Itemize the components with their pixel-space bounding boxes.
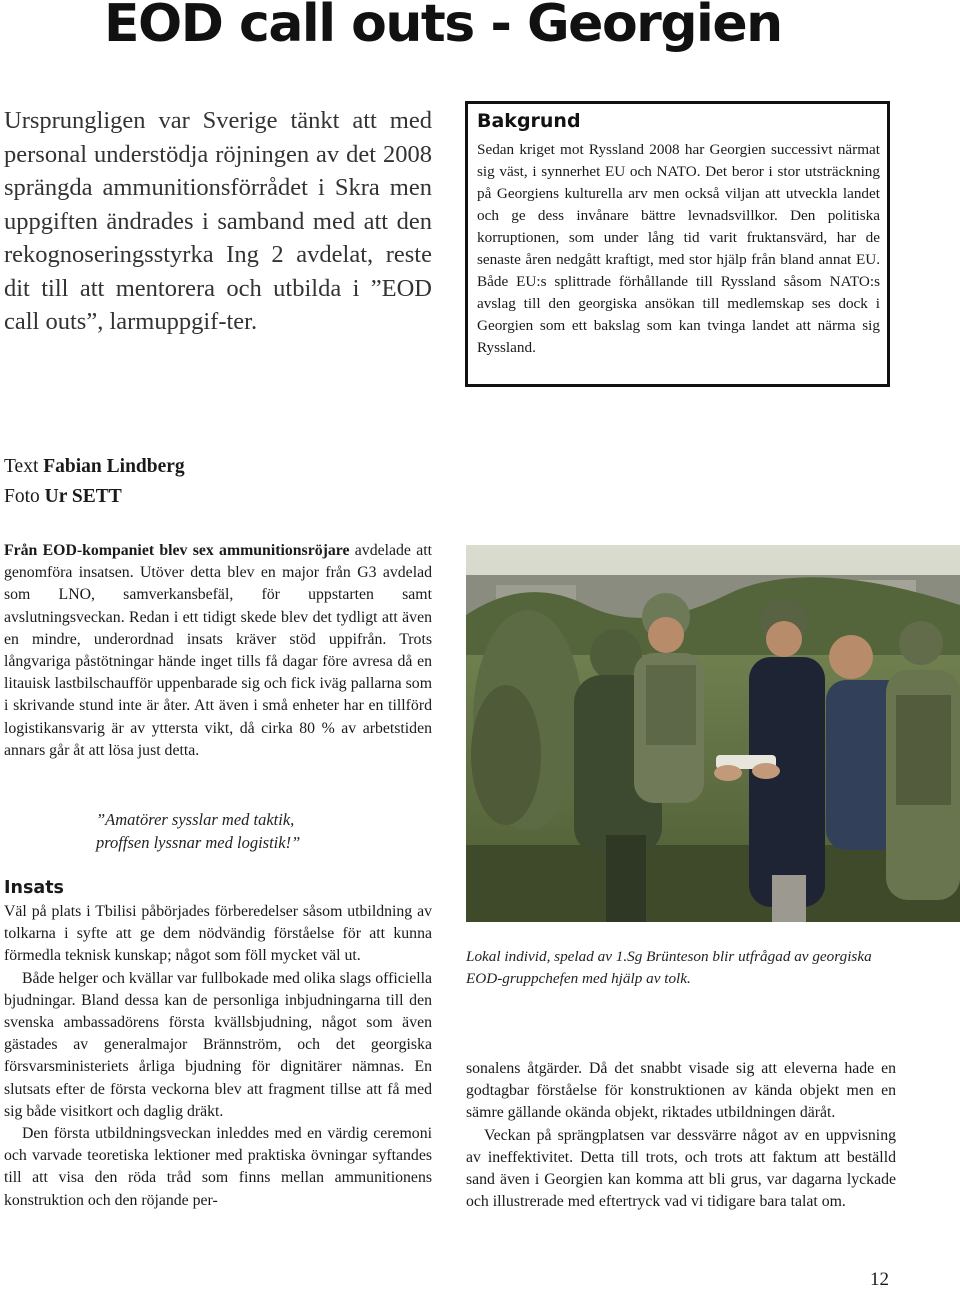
right-column — [466, 1058, 896, 1213]
lead-paragraph: Ursprungligen var Sverige tänkt att med personal understödja röjningen av det 2008 sprängda ammunitionsförrådet i Skra men uppgiften ändrades i samband med att den rekognoseringsstyrka Ing 2 avdelat, reste dit till att mentorera och utbilda i ”EOD call outs”, larmuppgif-ter. — [4, 107, 432, 335]
byline — [4, 452, 185, 512]
text-credit-label: Text — [4, 456, 39, 477]
background-text: Sedan kriget mot Ryssland 2008 har Georgien successivt närmat sig väst, i synnerhet EU och NATO. Det beror i stor utsträckning på Georgiens kulturella arv men också viljan att utveckla landet och ge dess invånare bättre levnadsvillkor. Den politiska korruptionen, som under lång tid varit fruktansvärd, har de senaste åren nedgått kraftigt, med stor hjälp från bland annat EU. Både EU:s splittrade förhållande till Ryssland såsom NATO:s avslag till den georgiska ansökan till medlemskap ses dock i Georgien som ett bakslag som kan tvinga landet att närma sig Ryssland. — [477, 141, 880, 356]
pull-quote-line-1: ”Amatörer sysslar med taktik, — [96, 810, 295, 829]
pull-quote-line-2: proffsen lyssnar med logistik!” — [96, 833, 301, 852]
insats-paragraph-1: Väl på plats i Tbilisi påbörjades förberedelser såsom utbildning av tolkarna i syfte att ge dem nödvändig förståelse för att kunna förmedla teknisk kunskap; något som föll mycket väl ut. — [4, 903, 432, 965]
photo-credit-label: Foto — [4, 486, 40, 507]
page-number: 12 — [870, 1269, 889, 1290]
intro-paragraph — [4, 540, 432, 762]
photo-caption: Lokal individ, spelad av 1.Sg Brünteson blir utfrågad av georgiska EOD-gruppchefen med hjälp av tolk. — [466, 948, 872, 987]
background-heading: Bakgrund — [477, 110, 581, 132]
right-paragraph-1: sonalens åtgärder. Då det snabbt visade sig att eleverna hade en godtagbar förståelse för konstruktionen av kända objekt men en sämre gällande okända objekt, riktades utbildningen däråt. — [466, 1060, 896, 1122]
soldiers-photo — [466, 545, 960, 922]
insats-body — [4, 901, 432, 1212]
insats-paragraph-3: Den första utbildningsveckan inleddes med en värdig ceremoni och varvade teoretiska lektioner med praktiska övningar syftandes till att visa den röda tråd som finns mellan ammunitionens konstruktion och den röjande per- — [4, 1125, 432, 1209]
soldiers-photo-illustration — [466, 545, 960, 922]
photo-credit — [4, 482, 185, 512]
right-paragraph-2: Veckan på sprängplatsen var dessvärre något av en uppvisning av ineffektivitet. Detta till trots, och trots att faktum att beställd sand även i Georgien kan komma att bli grus, var dagarna lyckade och illustrerade med eftertryck vad vi tidigare bara talat om. — [466, 1126, 896, 1211]
text-credit — [4, 452, 185, 482]
insats-paragraph-2: Både helger och kvällar var fullbokade med olika slags officiella bjudningar. Bland dessa kan de personliga inbjudningarna till den svenska ambassadörens första kvällsbjudning, något som även gästades av generalmajor Brännström, och det georgiska försvarsministeriets årliga bjudning för dignitärer nämnas. En slutsats efter de första veckorna blev att fragment tillse att få med sig både visitkort och daglig dräkt. — [4, 969, 432, 1120]
article-title: EOD call outs - Georgien — [104, 0, 782, 54]
intro-bold: Från EOD-kompaniet blev sex ammunitionsröjare — [4, 542, 350, 559]
pull-quote — [96, 808, 396, 854]
photo-credit-name: Ur SETT — [44, 486, 122, 507]
text-credit-name: Fabian Lindberg — [43, 456, 185, 477]
background-box — [465, 101, 890, 387]
insats-heading: Insats — [4, 878, 64, 898]
intro-text: avdelade att genomföra insatsen. Utöver detta blev en major från G3 avdelad som LNO, samverkansbefäl, för uppstarten samt avslutningsveckan. Redan i ett tidigt skede blev det tydligt att även en mindre, underordnad insats kräver stöd uppifrån. Trots långvariga påstötningar hände inget tills få dagar före avresa då en litauisk lastbilschaufför uppenbarade sig och fick iväg pallarna som i skrivande stund inte är åter. Att även i små enheter har en tillförd logistikansvarig är av yttersta vikt, då cirka 80 % av arbetstiden annars går åt att lösa just detta. — [4, 542, 432, 759]
